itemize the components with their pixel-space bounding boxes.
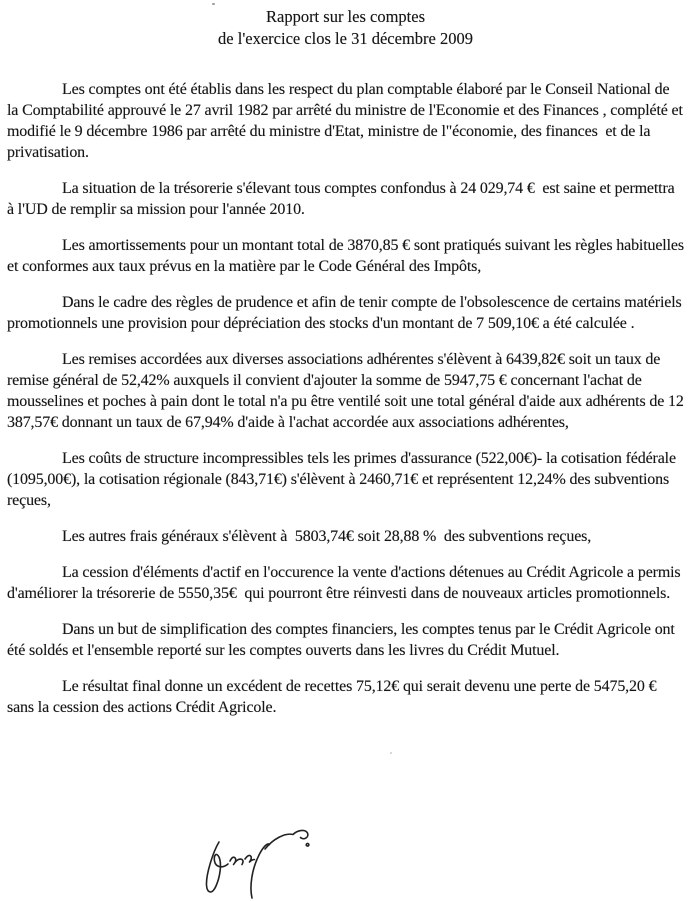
report-paragraph: Les amortissements pour un montant total de 3870,85 € sont pratiqués suivant les règles habituelles et conformes aux taux prévus en la matière par le Code Général des Impôts, <box>7 237 688 275</box>
report-paragraph: Dans un but de simplification des comptes financiers, les comptes tenus par le Crédit Agricole ont été soldés et l'ensemble reporté sur les comptes ouverts dans les livres du Crédit Mutuel. <box>7 621 679 659</box>
report-title-line2: de l'exercice clos le 31 décembre 2009 <box>218 29 473 48</box>
report-paragraph: Les comptes ont été établis dans les respect du plan comptable élaboré par le Conseil National de la Comptabilité approuvé le 27 avril 1982 par arrêté du ministre de l'Economie et des Finances , complété et modifié le 9 décembre 1986 par arrêté du ministre d'Etat, ministre de l"économie, des finances et de la privatisation. <box>7 81 687 161</box>
report-body <box>7 79 688 718</box>
report-paragraph: Les remises accordées aux diverses associations adhérentes s'élèvent à 6439,82€ soit un taux de remise général de 52,42% auxquels il convient d'ajouter la somme de 5947,75 € concernant l'achat de mousselines et poches à pain dont le total n'a pu être ventilé soit une total général d'aide aux adhérents de 12 387,57€ donnant un taux de 67,94% d'aide à l'achat accordée aux associations adhérentes, <box>7 351 688 431</box>
report-title-line1: Rapport sur les comptes <box>265 7 425 26</box>
report-paragraph: La cession d'éléments d'actif en l'occurence la vente d'actions détenues au Crédit Agricole a permis d'améliorer la trésorerie de 5550,35€ qui pourront être réinvesti dans de nouveaux articles promotionnels. <box>7 564 685 602</box>
scan-noise-speck <box>390 752 392 754</box>
report-paragraph: La situation de la trésorerie s'élevant tous comptes confondus à 24 029,74 € est saine et permettra à l'UD de remplir sa mission pour l'année 2010. <box>7 180 679 218</box>
report-paragraph: Dans le cadre des règles de prudence et afin de tenir compte de l'obsolescence de certains matériels promotionnels une provision pour dépréciation des stocks d'un montant de 7 509,10€ a été calculée . <box>7 294 686 332</box>
report-paragraph: Les autres frais généraux s'élèvent à 5803,74€ soit 28,88 % des subventions reçues, <box>62 528 592 545</box>
report-paragraph: Le résultat final donne un excédent de recettes 75,12€ qui serait devenu une perte de 5475,20 € sans la cession des actions Crédit Agricole. <box>7 678 661 716</box>
report-title <box>7 6 684 50</box>
scan-noise-speck <box>212 3 215 5</box>
handwritten-signature-icon <box>203 826 325 900</box>
report-paragraph: Les coûts de structure incompressibles tels les primes d'assurance (522,00€)- la cotisation fédérale (1095,00€), la cotisation régionale (843,71€) s'élèvent à 2460,71€ et représentent 12,24% des subventions reçues, <box>7 450 680 509</box>
document-content <box>7 6 688 733</box>
